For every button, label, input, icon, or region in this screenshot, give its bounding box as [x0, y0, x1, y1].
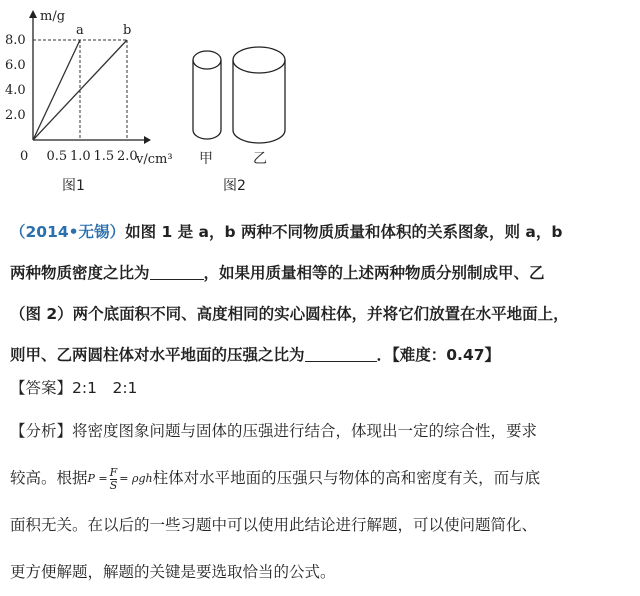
- blank-density-ratio: [150, 262, 204, 280]
- y-tick-label: 4.0: [5, 83, 26, 98]
- analysis-line-2: [10, 455, 630, 502]
- label-yi: 乙: [253, 151, 267, 167]
- analysis-line-1: 【分析】将密度图象问题与固体的压强进行结合，体现出一定的综合性，要求: [10, 422, 538, 440]
- formula-fraction: [110, 467, 118, 492]
- analysis-line-4: 更方便解题，解题的关键是要选取恰当的公式。: [10, 563, 336, 581]
- cylinder-yi: [233, 47, 285, 143]
- y-tick-label: 6.0: [5, 58, 26, 73]
- graph-ylabel: m/g: [40, 9, 66, 24]
- x-tick-label: 1.5: [93, 149, 115, 164]
- question-line-4b: ．【难度：0.47】: [376, 346, 501, 364]
- formula-p: P =: [87, 472, 108, 485]
- cylinders-figure: [185, 30, 295, 200]
- figure2-caption: 图2: [223, 178, 246, 194]
- x-tick-label: 0: [20, 149, 29, 164]
- x-axis-arrow: [144, 136, 151, 144]
- formula-rhs: = ρgh: [119, 472, 153, 485]
- density-graph: [0, 0, 190, 200]
- analysis-line-2b: 柱体对水平地面的压强只与物体的高和密度有关，而与底: [152, 469, 541, 487]
- graph-xlabel: v/cm³: [136, 152, 173, 167]
- answer: [10, 368, 137, 409]
- x-tick-label: 2.0: [117, 149, 138, 164]
- y-axis-arrow: [29, 10, 37, 18]
- analysis: [10, 408, 630, 596]
- y-tick-label: 8.0: [5, 33, 26, 48]
- question-text: [10, 212, 630, 376]
- question-source: （2014•无锡）: [10, 223, 126, 241]
- answer-text: 2:1 2:1: [72, 379, 138, 397]
- cylinder-jia: [193, 51, 221, 139]
- question-line-2: [10, 253, 630, 294]
- analysis-line-3: 面积无关。在以后的一些习题中可以使用此结论进行解题，可以使问题简化、: [10, 516, 538, 534]
- question-line-2a: 两种物质密度之比为: [10, 264, 150, 282]
- label-jia: 甲: [199, 151, 213, 167]
- question-line-2b: ，如果用质量相等的上述两种物质分别制成甲、乙: [203, 264, 545, 282]
- question-line-3: （图 2）两个底面积不同、高度相同的实心圆柱体，并将它们放置在水平地面上，: [10, 305, 569, 323]
- figure1-caption: 图1: [62, 178, 85, 194]
- formula-numerator: F: [109, 465, 118, 479]
- series-label-b: b: [123, 23, 132, 38]
- question-line-1: [10, 212, 630, 253]
- x-tick-label: 0.5: [46, 149, 68, 164]
- y-tick-label: 2.0: [5, 108, 26, 123]
- blank-pressure-ratio: [305, 344, 377, 362]
- question-line-1-text: 如图 1 是 a，b 两种不同物质质量和体积的关系图象，则 a，b: [125, 223, 563, 241]
- series-line-a: [33, 40, 80, 140]
- pressure-formula: [88, 455, 153, 502]
- question-line-4a: 则甲、乙两圆柱体对水平地面的压强之比为: [10, 346, 305, 364]
- x-tick-label: 1.0: [70, 149, 91, 164]
- series-label-a: a: [76, 23, 84, 38]
- analysis-line-2a: 较高。根据: [10, 469, 88, 487]
- formula-denominator: S: [109, 478, 118, 492]
- answer-label: 【答案】: [10, 379, 73, 397]
